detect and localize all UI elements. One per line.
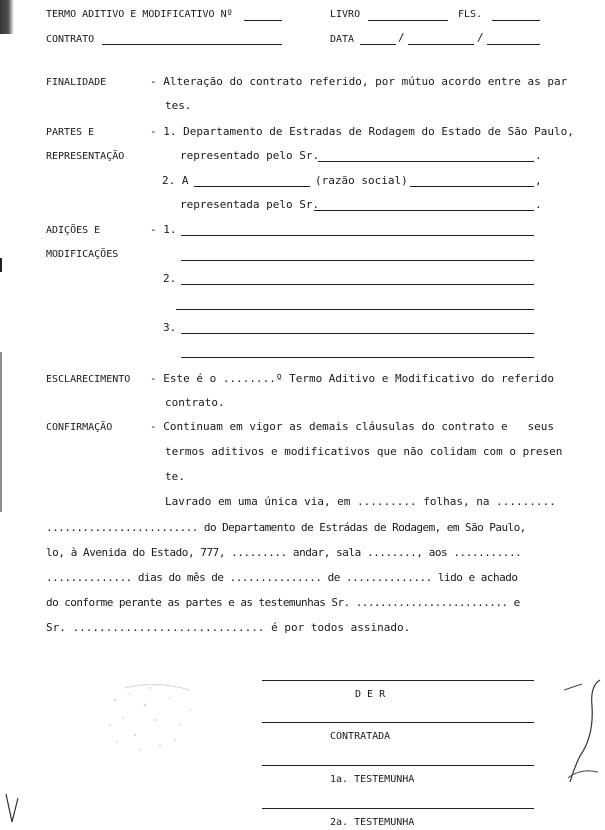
lavrado-line-1: Lavrado em uma única via, em ......... folhas, na ......... bbox=[165, 495, 556, 508]
adicoes-label-2: MODIFICAÇÕES bbox=[46, 249, 119, 260]
livro-label: LIVRO bbox=[330, 9, 361, 20]
contratada-signature-line[interactable] bbox=[262, 722, 534, 723]
finalidade-text-2: tes. bbox=[165, 99, 192, 112]
finalidade-label: FINALIDADE bbox=[46, 77, 107, 88]
partes-item2-prefix: 2. A bbox=[162, 174, 189, 187]
partes-label-1: PARTES E bbox=[46, 127, 95, 138]
contrato-field[interactable] bbox=[102, 44, 282, 45]
data-month-field[interactable] bbox=[408, 44, 474, 45]
adicao-1-line-2[interactable] bbox=[181, 260, 534, 261]
adicao-1-line-1[interactable] bbox=[181, 235, 534, 236]
razao-social-field[interactable] bbox=[410, 186, 534, 187]
data-year-field[interactable] bbox=[487, 44, 540, 45]
signature-scribble-right bbox=[560, 676, 605, 786]
contrato-label: CONTRATO bbox=[46, 34, 95, 45]
scan-smudge-stamp bbox=[95, 680, 215, 760]
finalidade-text-1: - Alteração do contrato referido, por mútuo acordo entre as par bbox=[150, 75, 568, 88]
esclarecimento-text-2: contrato. bbox=[165, 396, 225, 409]
date-slash-2: / bbox=[477, 31, 484, 44]
razao-social-label: (razão social) bbox=[315, 174, 408, 187]
representante-der-field[interactable] bbox=[318, 161, 534, 162]
adicoes-item3-number: 3. bbox=[163, 321, 177, 334]
partes-item2-line2: representada pelo Sr. bbox=[180, 198, 320, 211]
scan-mark-top-left bbox=[0, 0, 14, 34]
contratada-signature-label: CONTRATADA bbox=[330, 731, 391, 742]
esclarecimento-label: ESCLARECIMENTO bbox=[46, 374, 131, 385]
confirmacao-text-1: - Continuam em vigor as demais cláusulas do contrato e seus bbox=[150, 420, 554, 433]
lavrado-line-4: .............. dias do mês de ............... de .............. lido e achado bbox=[46, 571, 518, 584]
confirmacao-text-2: termos aditivos e modificativos que não colidam com o presen bbox=[165, 445, 563, 458]
adicao-2-line-2[interactable] bbox=[176, 309, 534, 310]
adicao-3-line-2[interactable] bbox=[181, 357, 534, 358]
testemunha2-signature-label: 2a. TESTEMUNHA bbox=[330, 817, 415, 828]
confirmacao-label: CONFIRMAÇÃO bbox=[46, 422, 113, 433]
period-2: . bbox=[535, 198, 542, 211]
testemunha1-signature-line[interactable] bbox=[262, 765, 534, 766]
livro-field[interactable] bbox=[368, 20, 448, 21]
testemunha2-signature-line[interactable] bbox=[262, 808, 534, 809]
data-day-field[interactable] bbox=[360, 44, 396, 45]
adicoes-item2-number: 2. bbox=[163, 272, 177, 285]
partes-label-2: REPRESENTAÇÃO bbox=[46, 151, 125, 162]
esclarecimento-text-1: - Este é o ........º Termo Aditivo e Modificativo do referido bbox=[150, 372, 554, 385]
adicao-3-line-1[interactable] bbox=[181, 333, 534, 334]
confirmacao-text-3: te. bbox=[165, 470, 185, 483]
signature-scribble-left bbox=[4, 792, 24, 830]
adicoes-label-1: ADIÇÕES E bbox=[46, 225, 101, 236]
testemunha1-signature-label: 1a. TESTEMUNHA bbox=[330, 774, 415, 785]
period-1: . bbox=[535, 149, 542, 162]
der-signature-label: D E R bbox=[355, 689, 386, 700]
lavrado-line-2: ......................... do Departamento de Estrádas de Rodagem, em São Paulo, bbox=[46, 521, 526, 534]
representante-contratada-field[interactable] bbox=[314, 210, 534, 211]
data-label: DATA bbox=[330, 34, 355, 45]
date-slash-1: / bbox=[398, 31, 405, 44]
scan-mark-left-edge bbox=[0, 258, 2, 272]
adicoes-item1-number: - 1. bbox=[150, 223, 177, 236]
partes-item1-line2: representado pelo Sr. bbox=[180, 149, 320, 162]
fls-field[interactable] bbox=[492, 20, 540, 21]
termo-label: TERMO ADITIVO E MODIFICATIVO Nº bbox=[46, 9, 233, 20]
adicao-2-line-1[interactable] bbox=[181, 284, 534, 285]
comma-1: , bbox=[535, 174, 542, 187]
termo-number-field[interactable] bbox=[244, 20, 282, 21]
contratada-name-field[interactable] bbox=[194, 186, 310, 187]
partes-item1-line1: - 1. Departamento de Estradas de Rodagem do Estado de São Paulo, bbox=[150, 125, 574, 138]
der-signature-line[interactable] bbox=[262, 680, 534, 681]
lavrado-line-3: lo, à Avenida do Estado, 777, ......... andar, sala ........, aos ........... bbox=[46, 546, 522, 559]
scan-mark-left-edge-2 bbox=[0, 352, 2, 512]
lavrado-line-6: Sr. ............................. é por todos assinado. bbox=[46, 621, 411, 634]
lavrado-line-5: do conforme perante as partes e as testemunhas Sr. ......................... e bbox=[46, 596, 520, 609]
fls-label: FLS. bbox=[458, 9, 483, 20]
